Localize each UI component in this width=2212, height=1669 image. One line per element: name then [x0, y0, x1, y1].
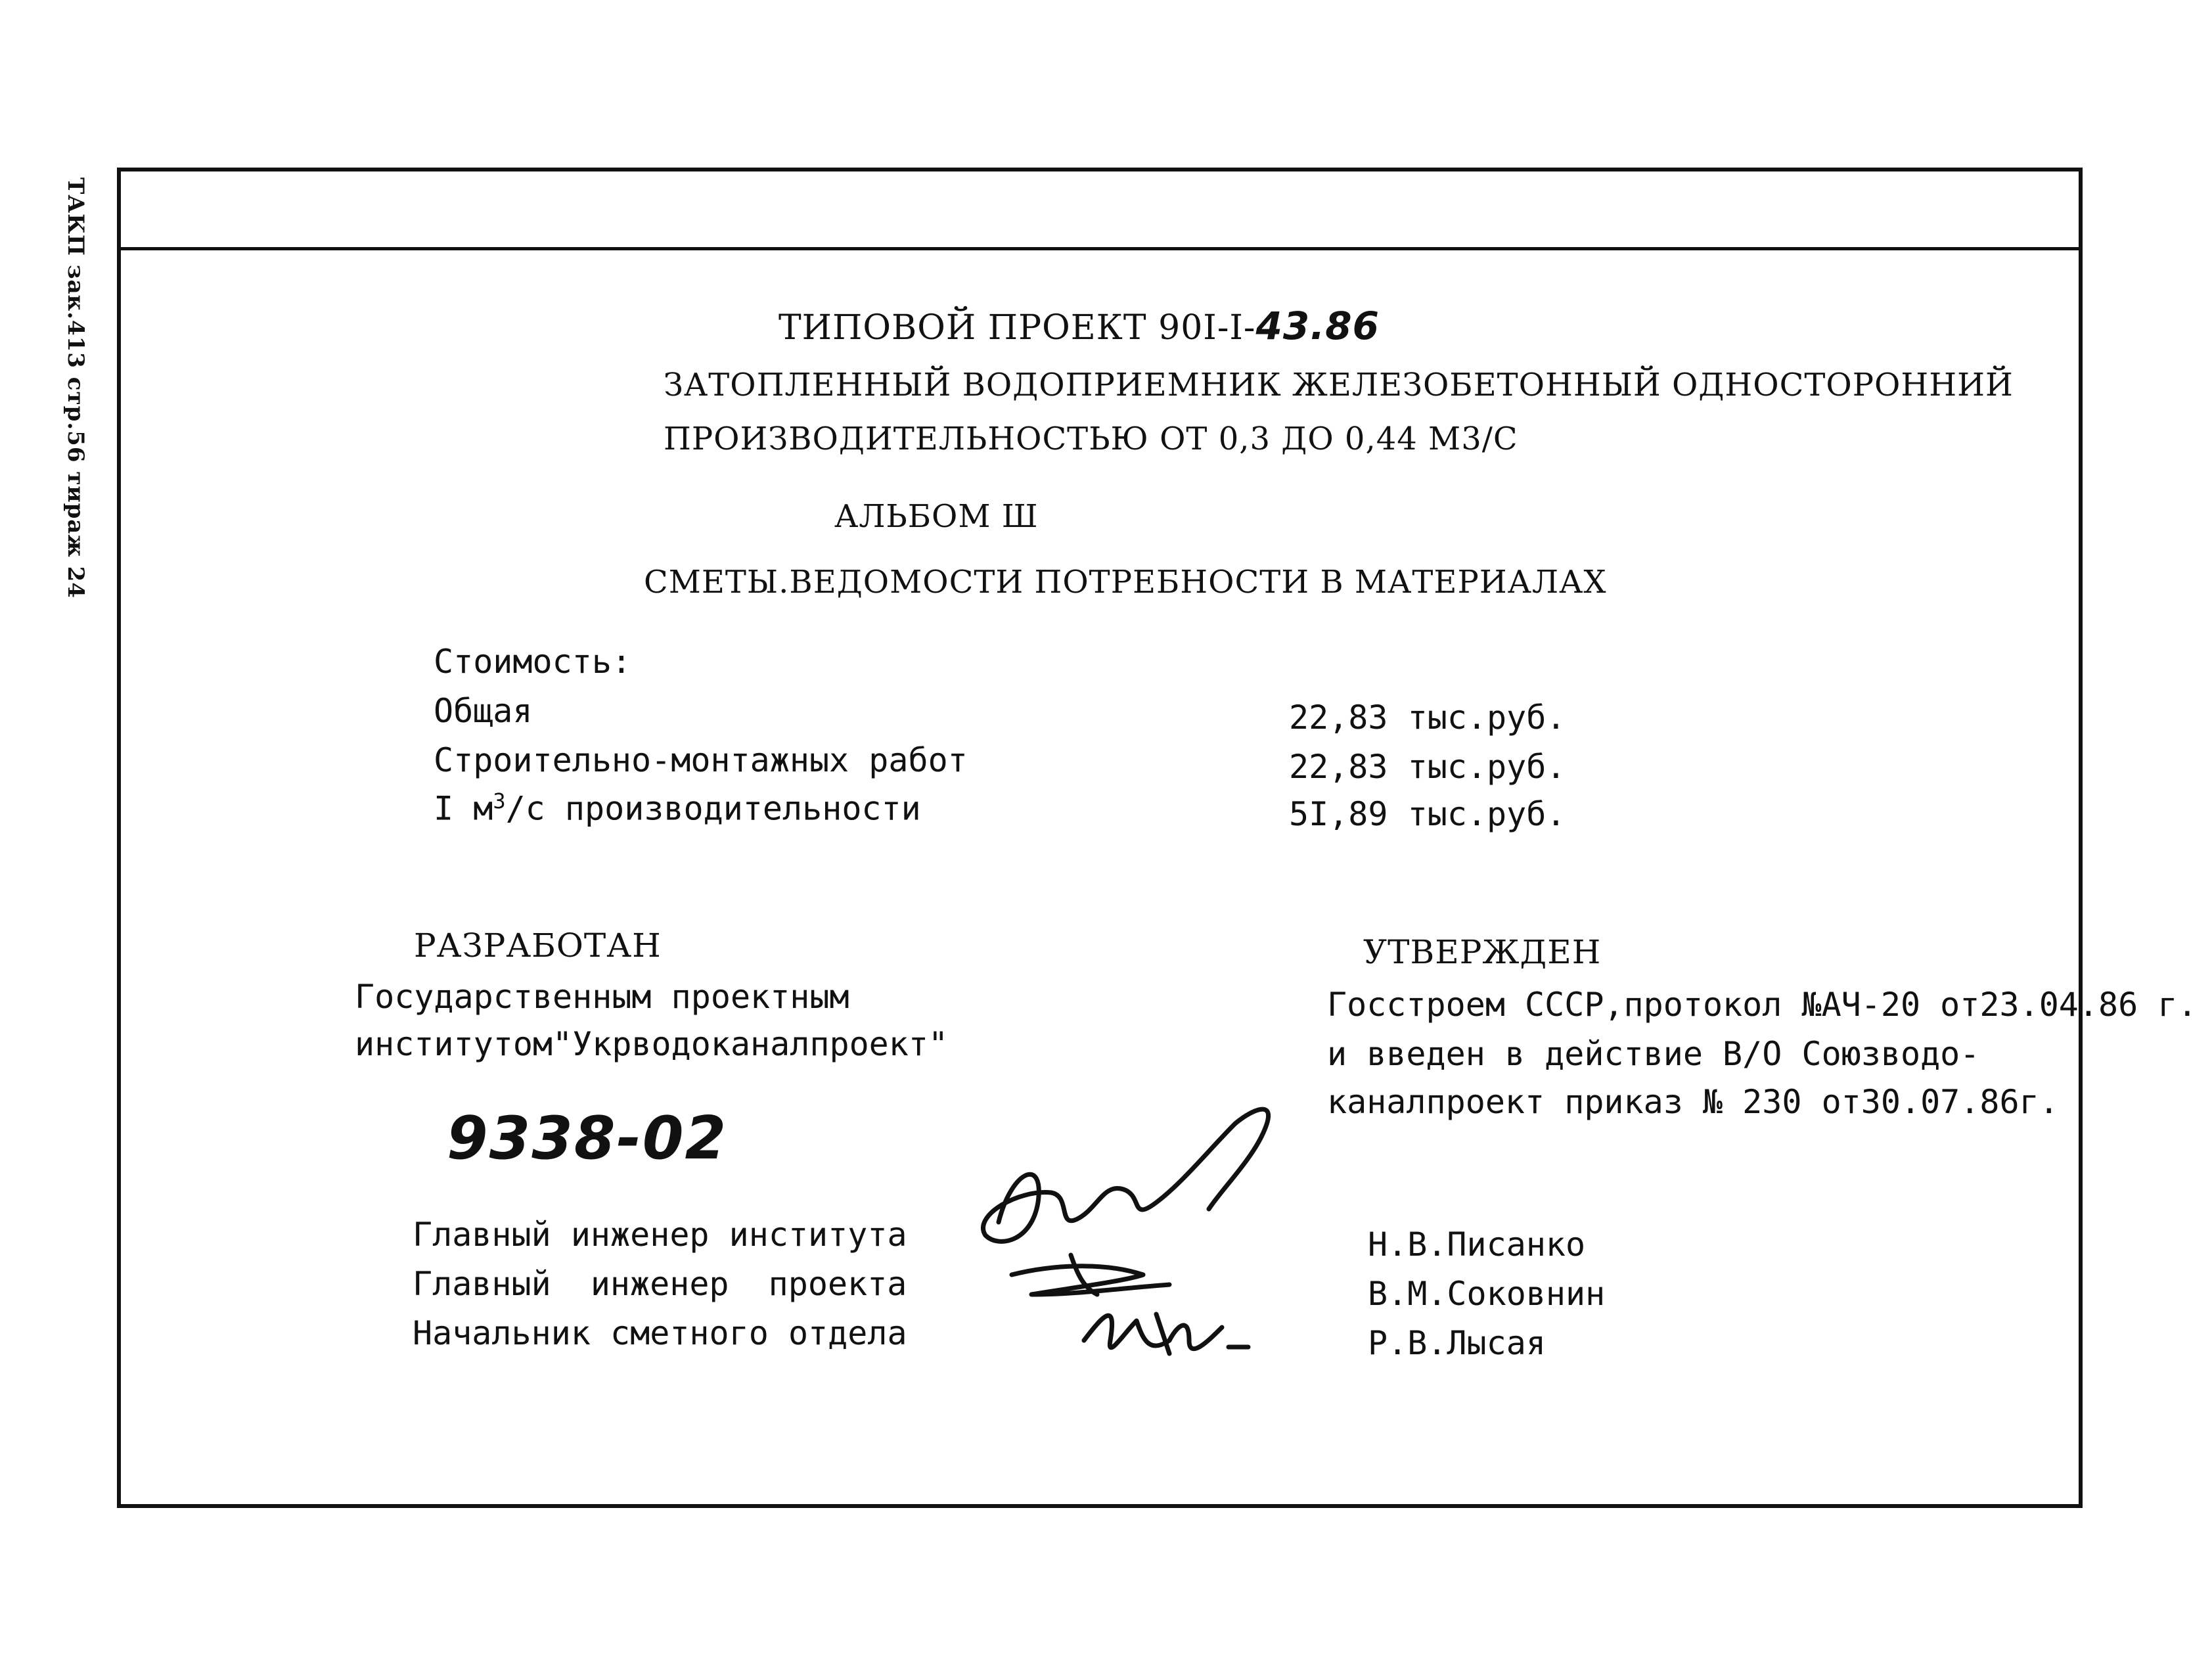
side-stamp	[62, 177, 102, 599]
approved-line1: Госстроем СССР,протокол №АЧ-20 от23.04.86 г.	[1327, 986, 2198, 1024]
cost-heading: Стоимость:	[434, 643, 632, 681]
name-sokovnin: В.М.Соковнин	[1368, 1275, 1606, 1313]
cost-value-per-capacity: 5I,89 тыс.руб.	[1289, 795, 1566, 833]
signature-pisanko	[983, 1109, 1268, 1241]
developed-line1: Государственным проектным	[355, 978, 849, 1016]
cost-label-per-capacity-post: /с производительности	[505, 789, 921, 828]
name-pisanko: Н.В.Писанко	[1368, 1225, 1586, 1264]
cost-label-construction: Строительно-монтажных работ	[434, 741, 968, 779]
cost-label-per-capacity	[434, 789, 921, 828]
developed-heading: РАЗРАБОТАН	[414, 926, 662, 965]
cost-value-construction: 22,83 тыс.руб.	[1289, 748, 1566, 786]
project-name-line2: ПРОИЗВОДИТЕЛЬНОСТЬЮ ОТ 0,3 ДО 0,44 М3/С	[664, 421, 1518, 457]
role-head-estimate-dept: Начальник сметного отдела	[413, 1314, 907, 1352]
cost-label-per-capacity-pre: I м	[434, 789, 493, 828]
frame-divider	[121, 247, 2079, 250]
cost-value-total: 22,83 тыс.руб.	[1289, 698, 1566, 737]
signatures-graphic	[972, 1078, 1340, 1393]
project-title-number: 43.86	[1255, 304, 1380, 348]
cost-label-total: Общая	[434, 692, 533, 730]
signature-sokovnin	[1012, 1255, 1169, 1294]
album-title: СМЕТЫ.ВЕДОМОСТИ ПОТРЕБНОСТИ В МАТЕРИАЛАХ	[644, 564, 1607, 601]
project-title-prefix: ТИПОВОЙ ПРОЕКТ 90I-I-	[779, 308, 1256, 348]
developed-line2: институтом"Укрводоканалпроект"	[355, 1025, 949, 1063]
album-number: АЛЬБОМ Ш	[834, 498, 1039, 535]
inventory-number: 9338-02	[447, 1104, 728, 1173]
approved-line2: и введен в действие В/О Союзводо-	[1327, 1035, 1980, 1073]
approved-heading: УТВЕРЖДЕН	[1363, 933, 1602, 971]
project-title	[779, 304, 1380, 348]
signature-lysaya	[1084, 1314, 1248, 1354]
role-chief-engineer-institute: Главный инженер института	[413, 1216, 907, 1254]
approved-line3: каналпроект приказ № 230 от30.07.86г.	[1327, 1083, 2059, 1121]
cost-label-per-capacity-sup: 3	[493, 789, 506, 813]
role-chief-engineer-project: Главный инженер проекта	[413, 1265, 907, 1303]
side-stamp-text: ТАКП зак.413 стр.56 тираж 24	[62, 177, 89, 599]
name-lysaya: Р.В.Лысая	[1368, 1324, 1546, 1362]
project-name-line1: ЗАТОПЛЕННЫЙ ВОДОПРИЕМНИК ЖЕЛЕЗОБЕТОННЫЙ ОДНОСТОРОННИЙ	[664, 367, 2014, 403]
